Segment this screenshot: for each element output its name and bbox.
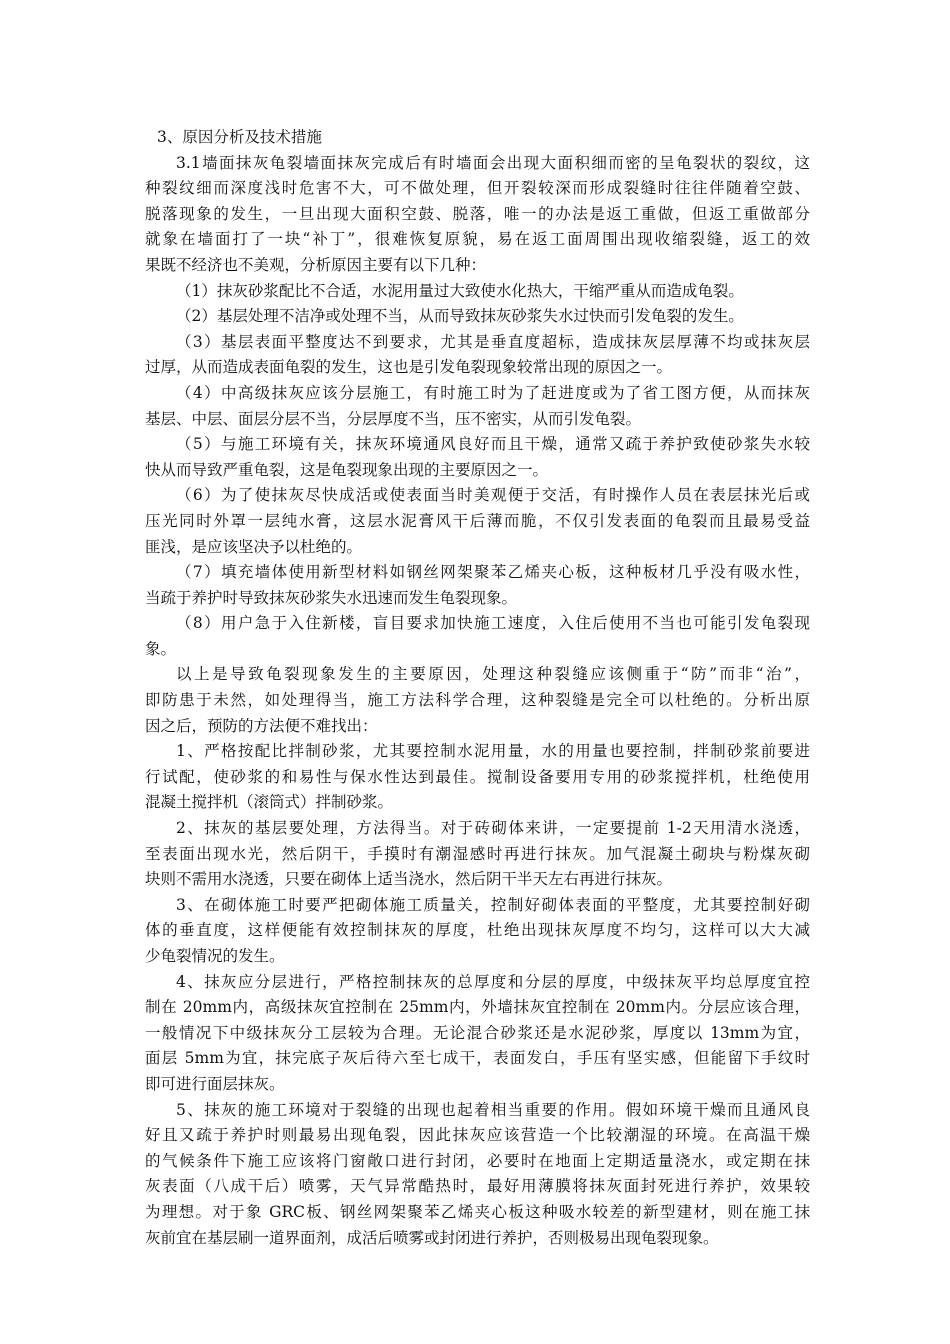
measure-item-cont: 的气候条件下施工应该将门窗敞口进行封闭，必要时在地面上定期适量浇水，或定期在抹: [145, 1151, 810, 1170]
cause-item-cont: 压光同时外罩一层纯水膏，这层水泥膏风干后薄而脆，不仅引发表面的龟裂而且最易受益: [145, 511, 810, 530]
cause-item-cont: 过厚，从而造成表面龟裂的发生，这也是引发龟裂现象较常出现的原因之一。: [145, 358, 673, 377]
paragraph-line: 3.1墙面抹灰龟裂墙面抹灰完成后有时墙面会出现大面积细而密的呈龟裂状的裂纹，这: [176, 153, 810, 172]
cause-item: （1）抹灰砂浆配比不合适，水泥用量过大致使水化热大，干缩严重从而造成龟裂。: [176, 281, 744, 300]
cause-item-cont: 快从而导致严重龟裂，这是龟裂现象出现的主要原因之一。: [145, 460, 549, 479]
cause-item: （2）基层处理不洁净或处理不当，从而导致抹灰砂浆失水过快而引发龟裂的发生。: [176, 307, 744, 326]
measure-item-cont: 体的垂直度，这样便能有效控制抹灰的厚度，杜绝出现抹灰厚度不均匀，这样可以大大减: [145, 921, 810, 940]
cause-item: （5）与施工环境有关，抹灰环境通风良好而且干燥，通常又疏于养护致使砂浆失水较: [176, 435, 810, 454]
measure-item: 1、严格按配比拌制砂浆，尤其要控制水泥用量，水的用量也要控制，拌制砂浆前要进: [176, 742, 810, 761]
measure-item: 3、在砌体施工时要严把砌体施工质量关，控制好砌体表面的平整度，尤其要控制好砌: [176, 895, 810, 914]
summary-line: 以上是导致龟裂现象发生的主要原因，处理这种裂缝应该侧重于“防”而非“治”，: [176, 665, 810, 684]
measure-item-cont: 制在 20mm内，高级抹灰宜控制在 25mm内，外墙抹灰宜控制在 20mm内。分层应该合理，: [145, 998, 810, 1017]
measure-item: 5、抹灰的施工环境对于裂缝的出现也起着相当重要的作用。假如环境干燥而且通风良: [176, 1100, 810, 1119]
cause-item: （7）填充墙体使用新型材料如钢丝网架聚苯乙烯夹心板，这种板材几乎没有吸水性，: [176, 563, 810, 582]
measure-item-cont: 灰前宜在基层刷一道界面剂，成活后喷雾或封闭进行养护，否则极易出现龟裂现象。: [145, 1228, 719, 1247]
cause-item: （6）为了使抹灰尽快成活或使表面当时美观便于交活，有时操作人员在表层抹光后或: [176, 486, 810, 505]
measure-item-cont: 行试配，使砂浆的和易性与保水性达到最佳。搅制设备要用专用的砂浆搅拌机，杜绝使用: [145, 767, 810, 786]
measure-item-cont: 块则不需用水浇透，只要在砌体上适当浇水，然后阴干半天左右再进行抹灰。: [145, 870, 673, 889]
cause-item: （8）用户急于入住新楼，盲目要求加快施工速度，入住后使用不当也可能引发龟裂现: [176, 614, 810, 633]
summary-line: 因之后，预防的方法便不难找出：: [145, 716, 378, 735]
summary-line: 即防患于未然，如处理得当，施工方法科学合理，这种裂缝是完全可以杜绝的。分析出原: [145, 691, 810, 710]
cause-item-cont: 象。: [145, 639, 177, 658]
paragraph-line: 就象在墙面打了一块“补丁”，很难恢复原貌，易在返工面周围出现收缩裂缝，返工的效: [145, 230, 810, 249]
paragraph-line: 果既不经济也不美观，分析原因主要有以下几种：: [145, 255, 487, 274]
cause-item: （4）中高级抹灰应该分层施工，有时施工时为了赶进度或为了省工图方便，从而抹灰: [176, 383, 810, 402]
cause-item-cont: 匪浅，是应该坚决予以杜绝的。: [145, 537, 363, 556]
cause-item-cont: 基层、中层、面层分层不当，分层厚度不当，压不密实，从而引发龟裂。: [145, 409, 642, 428]
measure-item-cont: 灰表面（八成干后）喷雾，天气异常酷热时，最好用薄膜将抹灰面封死进行养护，效果较: [145, 1177, 810, 1196]
measure-item-cont: 面层 5mm为宜，抹完底子灰后待六至七成干，表面发白，手压有坚实感，但能留下手纹时: [145, 1049, 810, 1068]
document-body: [145, 125, 810, 1251]
section-heading: 3、原因分析及技术措施: [157, 128, 322, 146]
cause-item: （3）基层表面平整度达不到要求，尤其是垂直度超标，造成抹灰层厚薄不均或抹灰层: [176, 332, 810, 351]
paragraph-line: 脱落现象的发生，一旦出现大面积空鼓、脱落，唯一的办法是返工重做，但返工重做部分: [145, 204, 810, 223]
measure-item-cont: 至表面出现水光，然后阴干，手摸时有潮湿感时再进行抹灰。加气混凝土砌块与粉煤灰砌: [145, 844, 810, 863]
measure-item-cont: 少龟裂情况的发生。: [145, 947, 285, 965]
measure-item: 4、抹灰应分层进行，严格控制抹灰的总厚度和分层的厚度，中级抹灰平均总厚度宜控: [176, 972, 810, 991]
measure-item-cont: 即可进行面层抹灰。: [145, 1074, 285, 1093]
measure-item-cont: 好且又疏于养护时则最易出现龟裂，因此抹灰应该营造一个比较潮湿的环境。在高温干燥: [145, 1126, 810, 1145]
measure-item-cont: 一般情况下中级抹灰分工层较为合理。无论混合砂浆还是水泥砂浆，厚度以 13mm为宜，: [145, 1023, 810, 1042]
paragraph-line: 种裂纹细而深度浅时危害不大，可不做处理，但开裂较深而形成裂缝时往往伴随着空鼓、: [145, 179, 810, 198]
measure-item-cont: 混凝土搅拌机（滚筒式）拌制砂浆。: [145, 793, 394, 812]
measure-item: 2、抹灰的基层要处理，方法得当。对于砖砌体来讲，一定要提前 1-2天用清水浇透，: [176, 819, 810, 838]
cause-item-cont: 当疏于养护时导致抹灰砂浆失水迅速而发生龟裂现象。: [145, 588, 518, 607]
measure-item-cont: 为理想。对于象 GRC板、钢丝网架聚苯乙烯夹心板这种吸水较差的新型建材，则在施工抹: [145, 1202, 810, 1221]
